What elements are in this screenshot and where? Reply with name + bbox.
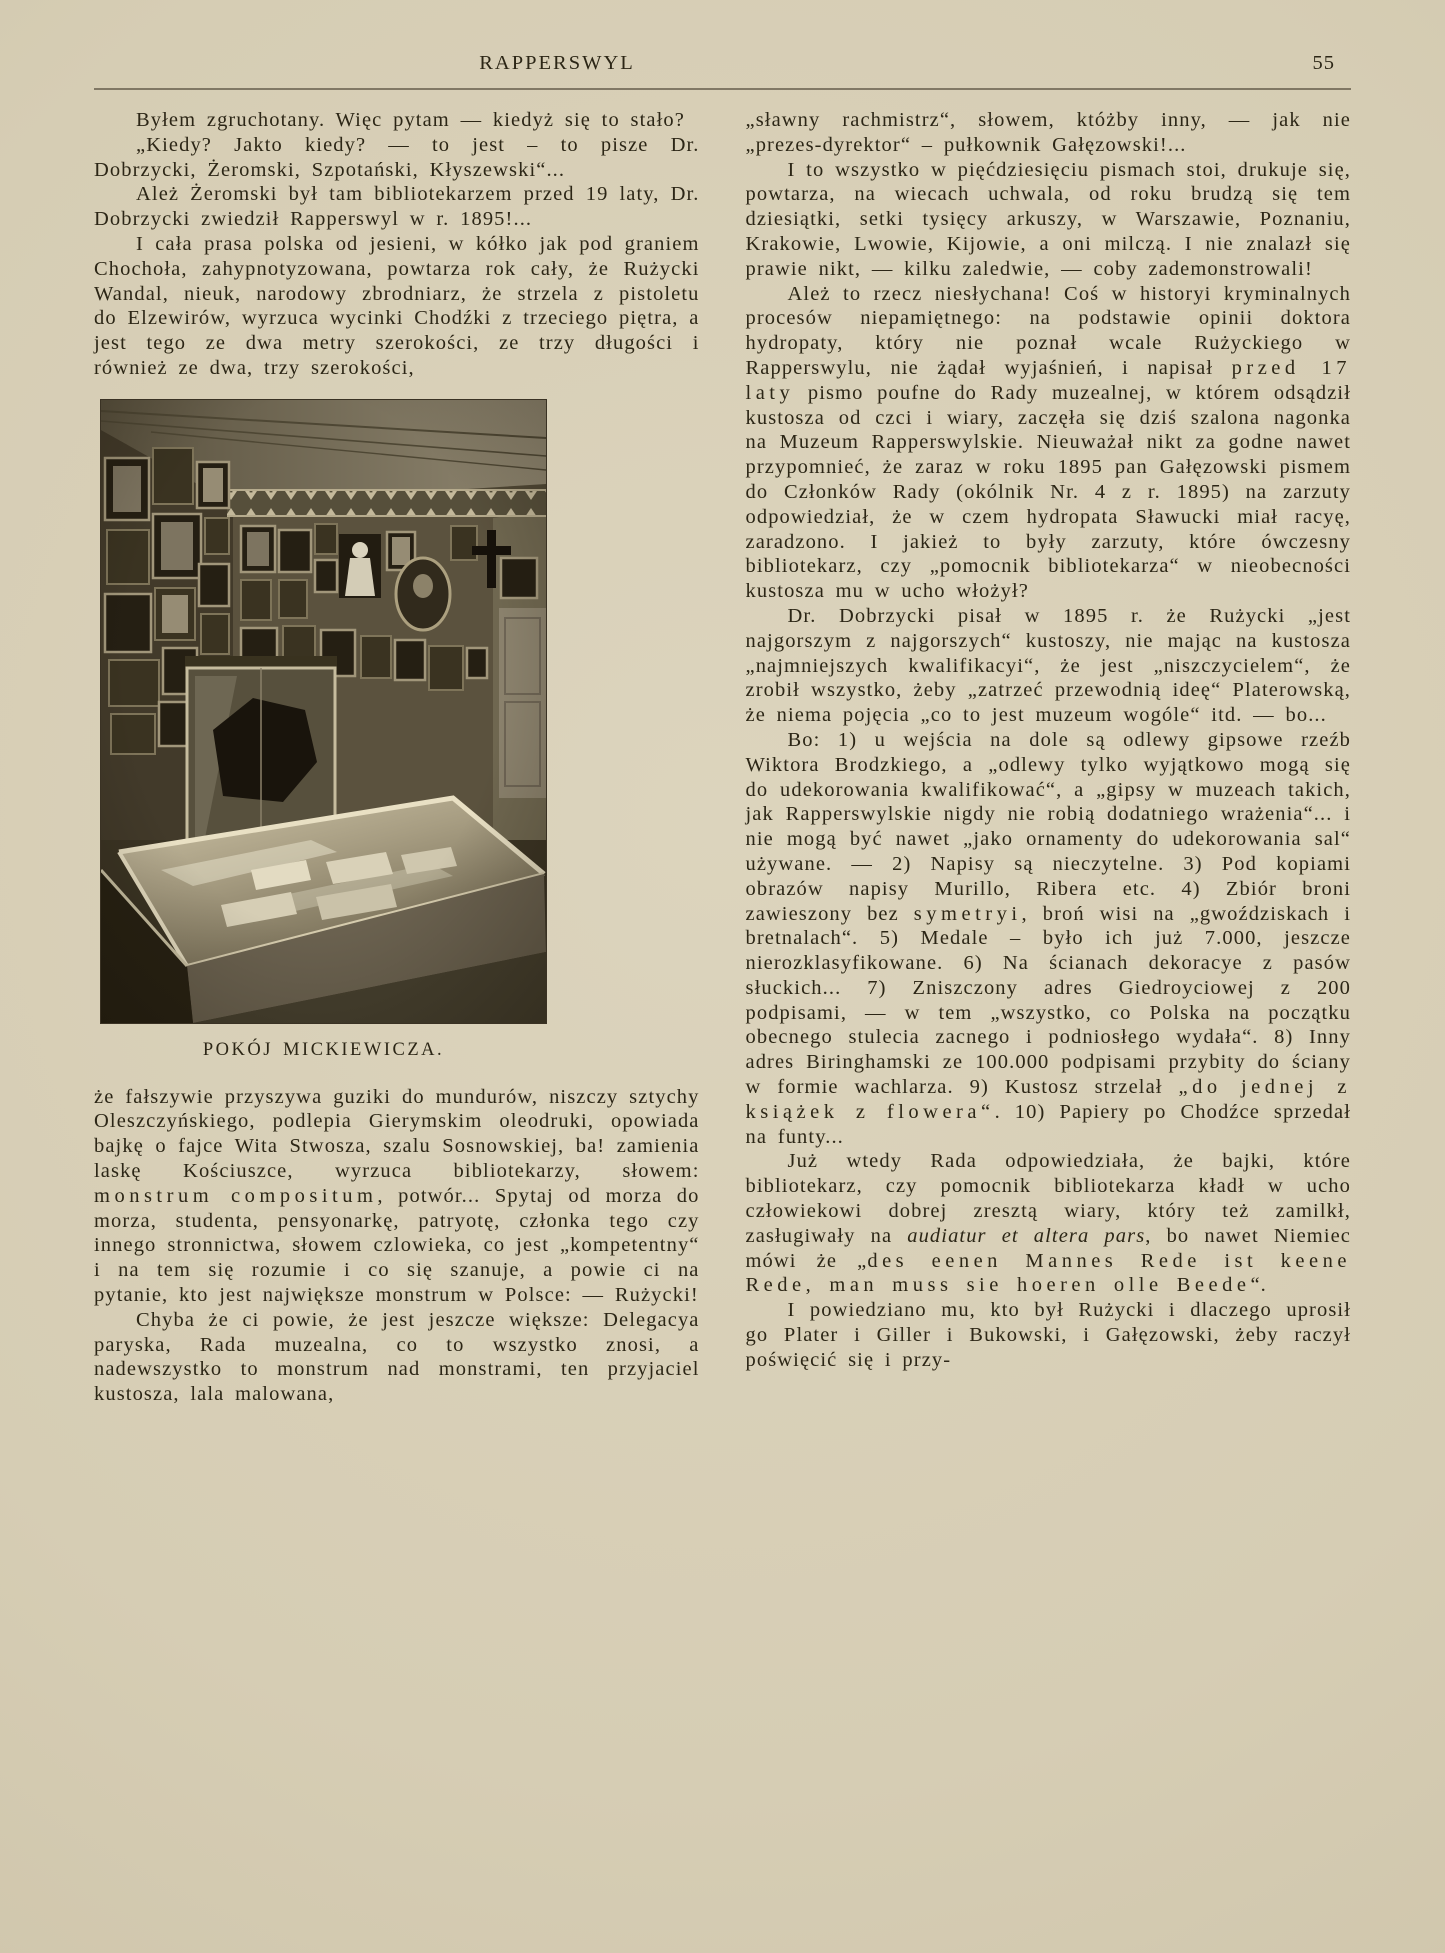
emphasis-spaced: „do jednej z książek z flowera“	[745, 1076, 1351, 1123]
paragraph: Dr. Dobrzycki pisał w 1895 r. że Rużycki „jest najgorszym z najgorszych“ kustoszy, nie mając na kustosza „najmniejszych kwalifikacyi“, że jest „niszczycielem“, że zrobił wszystko, żeby „zatrzeć przewodnią ideę“ Platerowską, że niema pojęcia „co to jest muzeum wogóle“ itd. — bo...	[745, 604, 1351, 727]
text-segment: Bo: 1) u wejścia na dole są odlewy gipsowe rzeźb Wiktora Brodzkiego, a „odlewy tylko wyjątkowo mogą się do udekorowania kwalifikować“, a „gipsy w muzeach takich, jak Rapperswylskie nigdy nie robią dodatniego wrażenia“... i nie mogą być nawet „jako ornamenty do udekorowania sal“ używane. — 2) Napisy są nieczytelne. 3) Pod kopiami obrazów napisy Murillo, Ribera etc. 4) Zbiór broni zawieszony bez	[745, 728, 1351, 925]
emphasis-spaced: symetryi	[913, 902, 1022, 925]
paragraph	[746, 282, 1352, 604]
paragraph: I to wszystko w pięćdziesięciu pismach stoi, drukuje się, powtarza, na wiecach uchwala, od roku brudzą się tem dziesiątki, setki tysięcy arkuszy, w Warszawie, Poznaniu, Krakowie, Lwowie, Kijowie, a oni milczą. I nie znalazł się prawie nikt, — kilku zaledwie, — coby zademonstrowali!	[745, 158, 1351, 280]
paragraph	[746, 728, 1352, 1150]
museum-room-photo-art	[101, 400, 546, 1023]
paragraph: Ależ Żeromski był tam bibliotekarzem przed 19 laty, Dr. Dobrzycki zwiedził Rapperswyl w r. 1895!...	[94, 183, 700, 231]
emphasis-italic: audiatur et altera pars	[907, 1224, 1146, 1247]
text-segment: “.	[1250, 1274, 1267, 1297]
paragraph: I powiedziano mu, kto był Rużycki i dlaczego uprosił go Plater i Giller i Bukowski, i Gałęzowski, żeby raczył poświęcić się i przy-	[745, 1299, 1351, 1371]
museum-room-photo	[100, 399, 547, 1024]
paragraph	[94, 1085, 700, 1308]
right-column	[746, 108, 1352, 1373]
paragraph: Byłem zgruchotany. Więc pytam — kiedyż się to stało?	[136, 109, 685, 131]
paragraph: „sławny rachmistrz“, słowem, któżby inny, — jak nie „prezes-dyrektor“ – pułkownik Gałęzowski!...	[745, 109, 1351, 156]
paragraph: „Kiedy? Jakto kiedy? — to jest – to pisze Dr. Dobrzycki, Żeromski, Szpotański, Kłyszewski“...	[94, 133, 700, 181]
page-number: 55	[1312, 52, 1335, 74]
text-segment: Już wtedy Rada odpowiedziała, że bajki, które bibliotekarz, czy pomocnik bibliotekarza kładł w ucho człowiekowi dobrej zresztą wiary, który też zamilkł, zasługiwały na	[745, 1150, 1351, 1247]
text-segment: Ależ to rzecz niesłychana! Coś w historyi kryminalnych procesów niepamiętnego: na podstawie opinii doktora hydropaty, który nie poznał wcale Rużyckiego w Rapperswylu, nie żądał wyjaśnień, i napisał	[745, 282, 1351, 379]
text-segment: pismo poufne do Rady muzealnej, w którem odsądził kustosza od czci i wiary, zaczęła się dziś szalona nagonka na Muzeum Rapperswylskie. Nieuważał nikt za godne nawet przypomnieć, że zaraz w roku 1895 pan Gałęzowski pismem do Członków Rady (okólnik Nr. 4 z r. 1895) na zarzuty odpowiedział, że w czem hydropata Sławucki miał racyę, zaradzono. I jakież to były zarzuty, które ówczesny bibliotekarz, czy „pomocnik bibliotekarza“ w nieobecności kustosza mu w ucho włożył?	[745, 381, 1351, 603]
left-column	[94, 108, 700, 1407]
emphasis-spaced: monstrum compositum	[94, 1184, 378, 1207]
emphasis-spaced: przed 17 laty	[745, 356, 1352, 404]
paragraph: Chyba że ci powie, że jest jeszcze większe: Delegacya paryska, Rada muzealna, co to wszystko znosi, a nadewszystko to monstrum nad monstrami, ten przyjaciel kustosza, lala malowana,	[94, 1308, 700, 1406]
text-segment: . 10) Papiery po Chodźce sprzedał na funty...	[745, 1100, 1351, 1148]
emphasis-spaced: des eenen Mannes Rede ist keene Rede, man muss sie hoeren olle Beede	[745, 1249, 1351, 1297]
text-columns	[94, 108, 1351, 1407]
page-header	[94, 52, 1351, 82]
paragraph: I cała prasa polska od jesieni, w kółko jak pod graniem Chochoła, zahypnotyzowana, powtarza rok cały, że Rużycki Wandal, nieuk, narodowy zbrodniarz, że strzela z pistoletu do Elzewirów, wyrzuca wycinki Chodźki z trzeciego piętra, a jest tego ze dwa metry szerokości, ze trzy długości i również ze dwa, trzy szerokości,	[94, 232, 700, 379]
photo-figure	[100, 399, 547, 1063]
text-segment: , potwór... Spytaj od morza do morza, studenta, pensyonarkę, patryotę, członka tego czy innego stronnictwa, słowem czlowieka, co jest „kompetentny“ i na tem się rozumie i co się szanuje, a powie ci na pytanie, kto jest największe monstrum w Polsce: — Rużycki!	[94, 1184, 700, 1306]
running-title: RAPPERSWYL	[479, 52, 635, 74]
paragraph	[746, 1149, 1352, 1298]
text-segment: że fałszywie przyszywa guziki do mundurów, niszczy sztychy Oleszczyńskiego, podlepia Gierymskim oleodruki, opowiada bajkę o fajce Wita Stwosza, szalu Sosnowskiej, ba! zamienia laskę Kościuszce, wyrzuca bibliotekarzy, słowem:	[94, 1085, 700, 1182]
photo-caption: POKÓJ MICKIEWICZA.	[202, 1039, 445, 1060]
header-rule	[94, 88, 1351, 90]
text-segment: , broń wisi na „gwoździskach i bretnalach“. 5) Medale – było ich już 7.000, jeszcze nierozklasyfikowane. 6) Na ścianach dekoracye z pasów słuckich... 7) Zniszczony adres Giedroyciowej z 200 podpisami, — w tem „wszystko, co Polska na początku obecnego stulecia zacnego i podniosłego wydała“. 8) Inny adres Biringhamski ze 100.000 podpisami przybity do ściany w formie wachlarza. 9) Kustosz strzelał	[745, 902, 1351, 1099]
text-segment: , bo nawet Niemiec mówi że „	[745, 1224, 1352, 1272]
